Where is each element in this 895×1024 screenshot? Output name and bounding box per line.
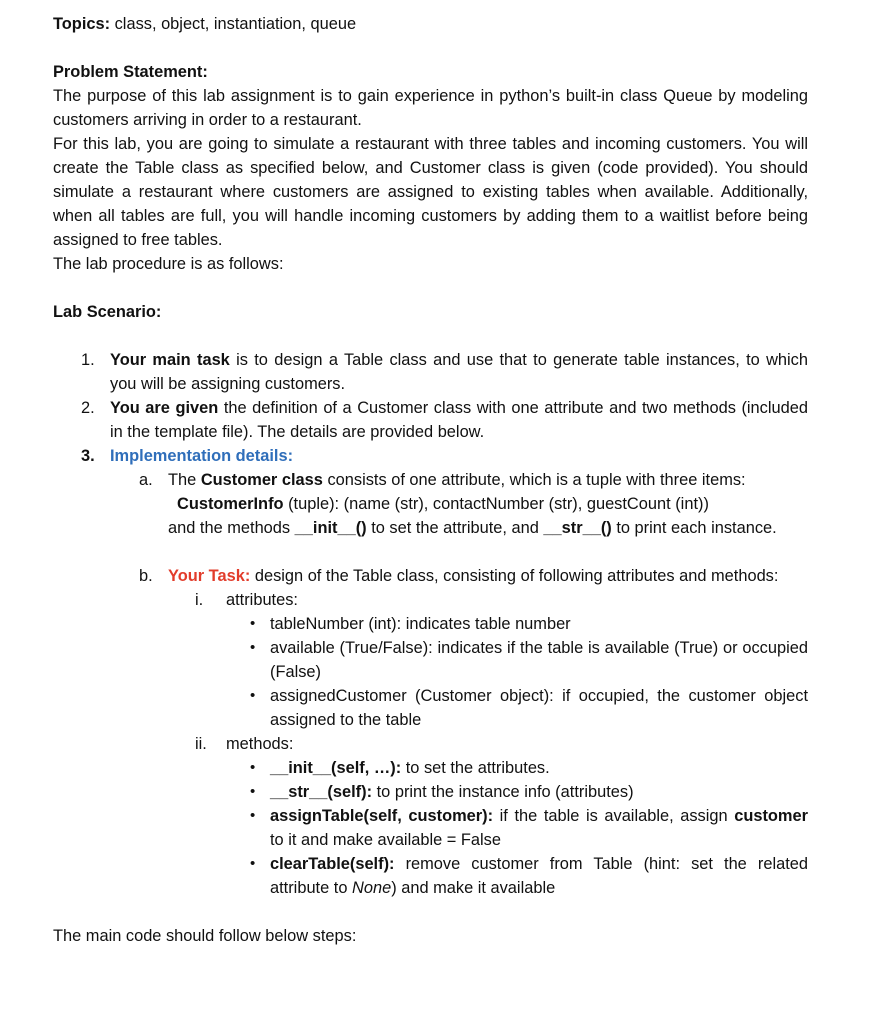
list-marker: ii.	[195, 735, 207, 753]
bullet-icon: •	[250, 783, 256, 800]
attributes-item	[195, 588, 808, 612]
str-method-bold: __str__()	[543, 519, 612, 537]
closing-line: The main code should follow below steps:	[53, 927, 357, 945]
list-item-1	[81, 348, 808, 396]
problem-heading: Problem Statement:	[53, 63, 208, 81]
list-marker: b.	[139, 567, 153, 585]
given-text: the definition of a Customer class with one attribute and two methods (included in the template file). The details are provided below.	[110, 399, 808, 441]
sub-item-a: a. The Customer class consists of one attribute, which is a tuple with three items: CustomerInfo (tuple): (name (str), contactNumber (str), guestCount (int)) and the methods __init__() to set the attribute, and __str__() to print each instance.	[168, 468, 808, 540]
main-task-text: is to design a Table class and use that to generate table instances, to which you will be assigning customers.	[110, 351, 808, 393]
list-marker: a.	[139, 471, 153, 489]
methods-label: methods:	[226, 735, 294, 753]
method-bullet: • assignTable(self, customer): if the table is available, assign customer to it and make available = False	[270, 804, 808, 852]
bullet-icon: •	[250, 855, 256, 872]
customer-info-bold: CustomerInfo	[177, 495, 284, 513]
document-page	[53, 12, 808, 948]
given-bold: You are given	[110, 399, 219, 417]
customer-class-bold: Customer class	[200, 471, 323, 489]
main-task-bold: Your main task	[110, 351, 230, 369]
sub-item-b: b. Your Task: design of the Table class, consisting of following attributes and methods:	[168, 564, 808, 588]
bullet-icon: •	[250, 687, 256, 704]
your-task-label: Your Task:	[168, 567, 251, 585]
list-marker: i.	[195, 591, 204, 609]
init-method-bold: __init__()	[294, 519, 367, 537]
topics-text: class, object, instantiation, queue	[110, 15, 357, 33]
attribute-bullet: • assignedCustomer (Customer object): if occupied, the customer object assigned to the table	[270, 684, 808, 732]
bullet-icon: •	[250, 759, 256, 776]
list-item-2	[81, 396, 808, 444]
bullet-icon: •	[250, 807, 256, 824]
implementation-heading: Implementation details:	[110, 447, 294, 465]
list-marker: 2.	[81, 399, 95, 417]
attribute-bullet: • tableNumber (int): indicates table number	[270, 612, 808, 636]
topics-line	[53, 12, 808, 36]
list-marker: 3.	[81, 447, 95, 465]
attributes-label: attributes:	[226, 591, 298, 609]
method-bullet: • __init__(self, …): to set the attributes.	[270, 756, 808, 780]
methods-item	[195, 732, 808, 756]
problem-paragraph-2: For this lab, you are going to simulate a restaurant with three tables and incoming customers. You will create the Table class as specified below, and Customer class is given (code provided). You should simulate a restaurant where customers are assigned to existing tables when available. Additionally, when all tables are full, you will handle incoming customers by adding them to a waitlist before being assigned to free tables.	[53, 135, 808, 249]
problem-paragraph-3: The lab procedure is as follows:	[53, 255, 284, 273]
scenario-heading: Lab Scenario:	[53, 303, 162, 321]
bullet-icon: •	[250, 639, 256, 656]
method-bullet: • clearTable(self): remove customer from Table (hint: set the related attribute to None) and make it available	[270, 852, 808, 900]
problem-paragraph-1: The purpose of this lab assignment is to gain experience in python’s built-in class Queue by modeling customers arriving in order to a restaurant.	[53, 87, 808, 129]
list-marker: 1.	[81, 351, 95, 369]
attribute-bullet: • available (True/False): indicates if the table is available (True) or occupied (False)	[270, 636, 808, 684]
bullet-icon: •	[250, 615, 256, 632]
topics-label: Topics:	[53, 15, 111, 33]
list-item-3	[81, 444, 808, 468]
method-bullet: • __str__(self): to print the instance info (attributes)	[270, 780, 808, 804]
